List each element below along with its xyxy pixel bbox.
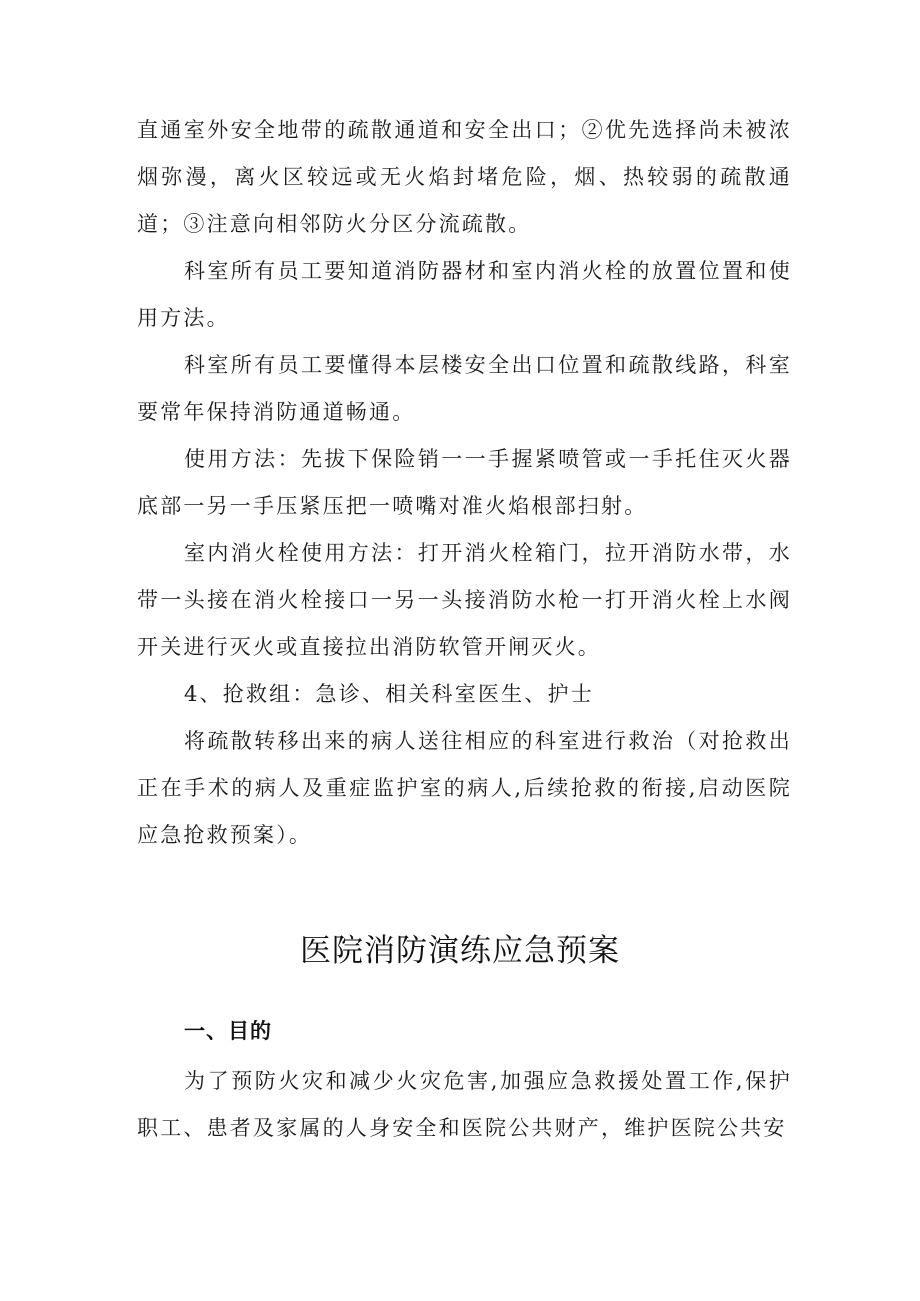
purpose-text-block bbox=[137, 1058, 792, 1152]
document-title: 医院消防演练应急预案 bbox=[300, 933, 620, 969]
paragraph-rescue-treatment: 将疏散转移出来的病人送往相应的科室进行救治（对抢救出正在手术的病人及重症监护室的病人,后续抢救的衔接,启动医院应急抢救预案）。 bbox=[137, 729, 792, 847]
paragraph-fire-equipment-knowledge: 科室所有员工要知道消防器材和室内消火栓的放置位置和使用方法。 bbox=[137, 259, 792, 330]
section-heading-purpose: 一、目的 bbox=[184, 1019, 272, 1043]
paragraph-evacuation-routes: 直通室外安全地带的疏散通道和安全出口；②优先选择尚未被浓烟弥漫，离火区较远或无火焰封堵危险，烟、热较弱的疏散通道；③注意向相邻防火分区分流疏散。 bbox=[137, 118, 792, 236]
paragraph-hydrant-usage: 室内消火栓使用方法：打开消火栓箱门，拉开消防水带，水带一头接在消火栓接口一另一头接消防水枪一打开消火栓上水阀开关进行灭火或直接拉出消防软管开闸灭火。 bbox=[137, 541, 792, 659]
paragraph-extinguisher-usage: 使用方法：先拔下保险销一一手握紧喷管或一手托住灭火器底部一另一手压紧压把一喷嘴对准火焰根部扫射。 bbox=[137, 447, 792, 518]
paragraph-rescue-team: 4、抢救组：急诊、相关科室医生、护士 bbox=[184, 682, 594, 706]
paragraph-exit-knowledge: 科室所有员工要懂得本层楼安全出口位置和疏散线路，科室要常年保持消防通道畅通。 bbox=[137, 353, 792, 424]
continued-text-block bbox=[137, 107, 792, 859]
paragraph-purpose: 为了预防火灾和减少火灾危害,加强应急救援处置工作,保护职工、患者及家属的人身安全和医院公共财产，维护医院公共安 bbox=[137, 1069, 792, 1140]
